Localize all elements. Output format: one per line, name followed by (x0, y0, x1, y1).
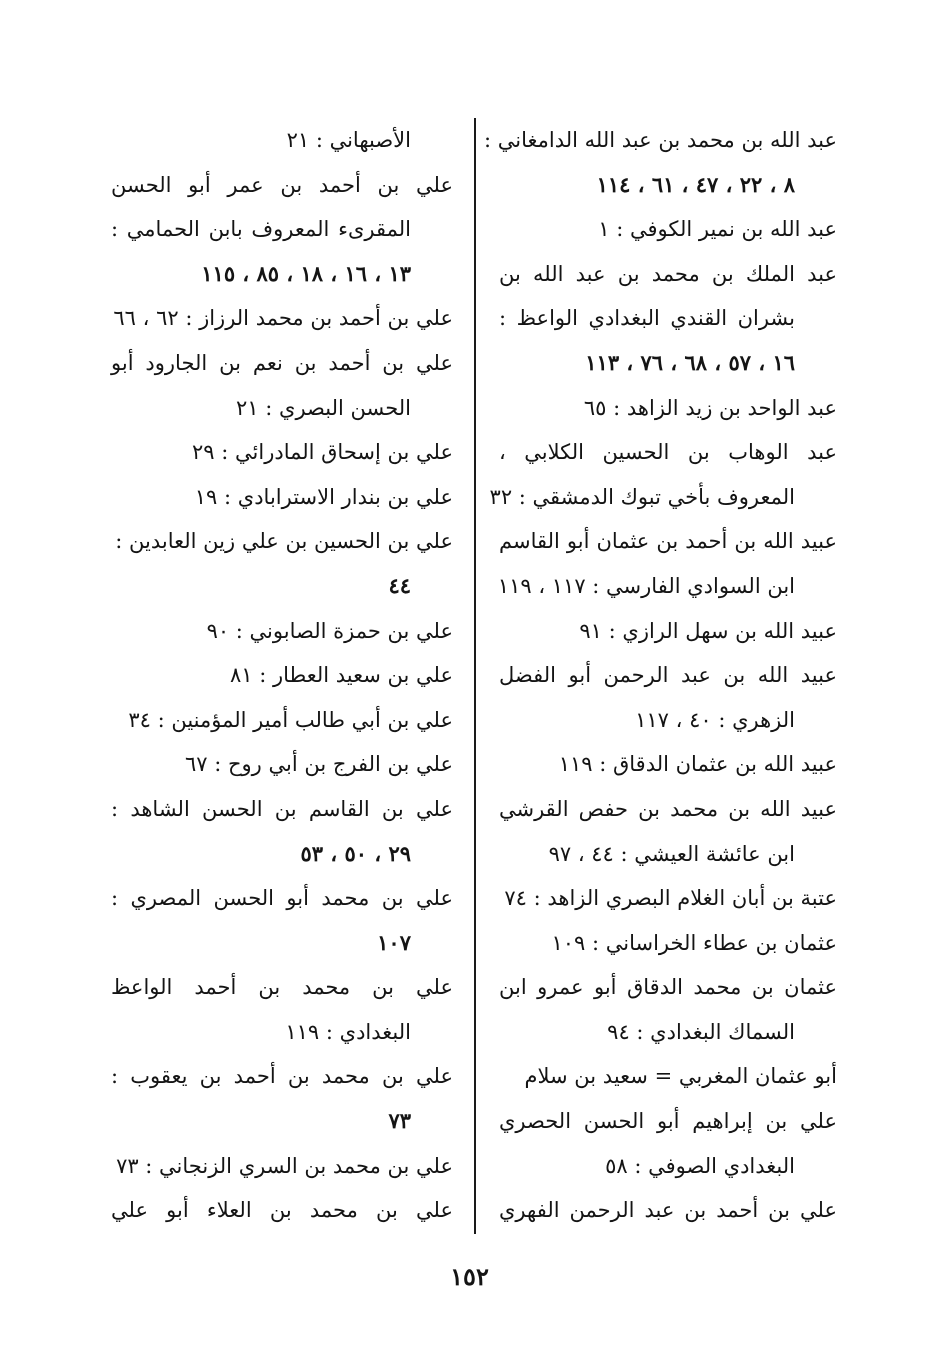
index-entry-continuation: المقرىء المعروف بابن الحمامي : (111, 217, 411, 242)
index-entry: عبيد الله بن أحمد بن عثمان أبو القاسم (499, 529, 837, 554)
index-entry-continuation: المعروف بأخي تبوك الدمشقي : ٣٢ (489, 484, 795, 509)
index-entry: علي بن حمزة الصابوني : ٩٠ (206, 618, 453, 643)
index-entry-continuation: ٢٩ ، ٥٠ ، ٥٣ (300, 840, 411, 866)
index-entry: علي بن محمد أبو الحسن المصري : (111, 886, 453, 911)
index-column-right (484, 118, 837, 1233)
index-entry: علي بن محمد بن أحمد بن يعقوب : (111, 1064, 453, 1089)
column-divider (474, 118, 476, 1234)
index-entry-continuation: البغدادي : ١١٩ (285, 1019, 411, 1044)
index-entry-continuation: البغدادي الصوفي : ٥٨ (605, 1153, 795, 1178)
index-entry: عثمان بن عطاء الخراساني : ١٠٩ (551, 930, 837, 955)
index-entry: علي بن أبي طالب أمير المؤمنين : ٣٤ (128, 707, 453, 732)
index-entry: علي بن إبراهيم أبو الحسن الحصري (499, 1109, 837, 1134)
index-entry: عتبة بن أبان الغلام البصري الزاهد : ٧٤ (504, 886, 837, 911)
index-entry: علي بن الفرج بن أبي روح : ٦٧ (184, 752, 453, 777)
index-entry-continuation: الزهري : ٤٠ ، ١١٧ (635, 707, 795, 732)
index-entry-continuation: ابن السوادي الفارسي : ١١٧ ، ١١٩ (497, 573, 795, 598)
index-entry-continuation: الحسن البصري : ٢١ (236, 395, 411, 420)
index-entry-continuation: ٨ ، ٢٢ ، ٤٧ ، ٦١ ، ١١٤ (596, 171, 795, 197)
index-entry-continuation: ١٠٧ (377, 929, 411, 955)
index-entry: عبيد الله بن عثمان الدقاق : ١١٩ (558, 752, 837, 777)
index-entry: عبيد الله بن عبد الرحمن أبو الفضل (499, 663, 837, 688)
index-entry: علي بن بندار الاسترابادي : ١٩ (194, 484, 453, 509)
index-entry: علي بن إسحاق المادرائي : ٢٩ (192, 440, 453, 465)
index-entry: علي بن محمد بن العلاء أبو علي (111, 1198, 453, 1223)
index-entry-continuation: السماك البغدادي : ٩٤ (607, 1019, 795, 1044)
index-entry: علي بن أحمد بن نعم بن الجارود أبو (111, 350, 453, 375)
index-entry: علي بن أحمد بن عبد الرحمن الفهري (499, 1198, 837, 1223)
index-entry: علي بن محمد بن السري الزنجاني : ٧٣ (116, 1153, 453, 1178)
index-entry: علي بن سعيد العطار : ٨١ (229, 663, 453, 688)
index-entry-continuation: ٧٣ (388, 1108, 411, 1134)
page-number: ١٥٢ (450, 1262, 489, 1291)
index-entry-continuation: ١٣ ، ١٦ ، ١٨ ، ٨٥ ، ١١٥ (201, 260, 411, 286)
index-entry-continuation: ٤٤ (388, 572, 411, 598)
index-entry-continuation: ابن عائشة العيشي : ٤٤ ، ٩٧ (548, 841, 795, 866)
index-entry: علي بن القاسم بن الحسن الشاهد : (111, 796, 453, 821)
index-entry: عبد الوهاب بن الحسين الكلابي ، (499, 440, 837, 465)
index-entry: عبد الله بن نمير الكوفي : ١ (598, 217, 837, 242)
index-entry: علي بن أحمد بن محمد الرزاز : ٦٢ ، ٦٦ (113, 306, 453, 331)
index-entry: عبيد الله بن محمد بن حفص القرشي (499, 796, 837, 821)
index-entry: عثمان بن محمد الدقاق أبو عمرو ابن (499, 975, 837, 1000)
index-entry: عبد الملك بن محمد بن عبد الله بن (499, 261, 837, 286)
index-entry-continuation: ١٦ ، ٥٧ ، ٦٨ ، ٧٦ ، ١١٣ (585, 349, 795, 375)
index-column-left (111, 118, 453, 1233)
index-entry-continuation: الأصبهاني : ٢١ (286, 128, 411, 152)
index-entry-continuation: بشران القندي البغدادي الواعظ : (499, 306, 795, 331)
index-entry: علي بن أحمد بن عمر أبو الحسن (111, 172, 453, 197)
index-entry: عبد الله بن محمد بن عبد الله الدامغاني : (484, 128, 837, 152)
index-entry: عبيد الله بن سهل الرازي : ٩١ (579, 618, 837, 643)
index-entry: أبو عثمان المغربي = سعيد بن سلام (524, 1064, 837, 1089)
index-entry: علي بن الحسين بن علي زين العابدين : (115, 529, 453, 554)
index-entry: علي بن محمد بن أحمد الواعظ (111, 975, 453, 1000)
index-entry: عبد الواحد بن زيد الزاهد : ٦٥ (583, 395, 837, 420)
